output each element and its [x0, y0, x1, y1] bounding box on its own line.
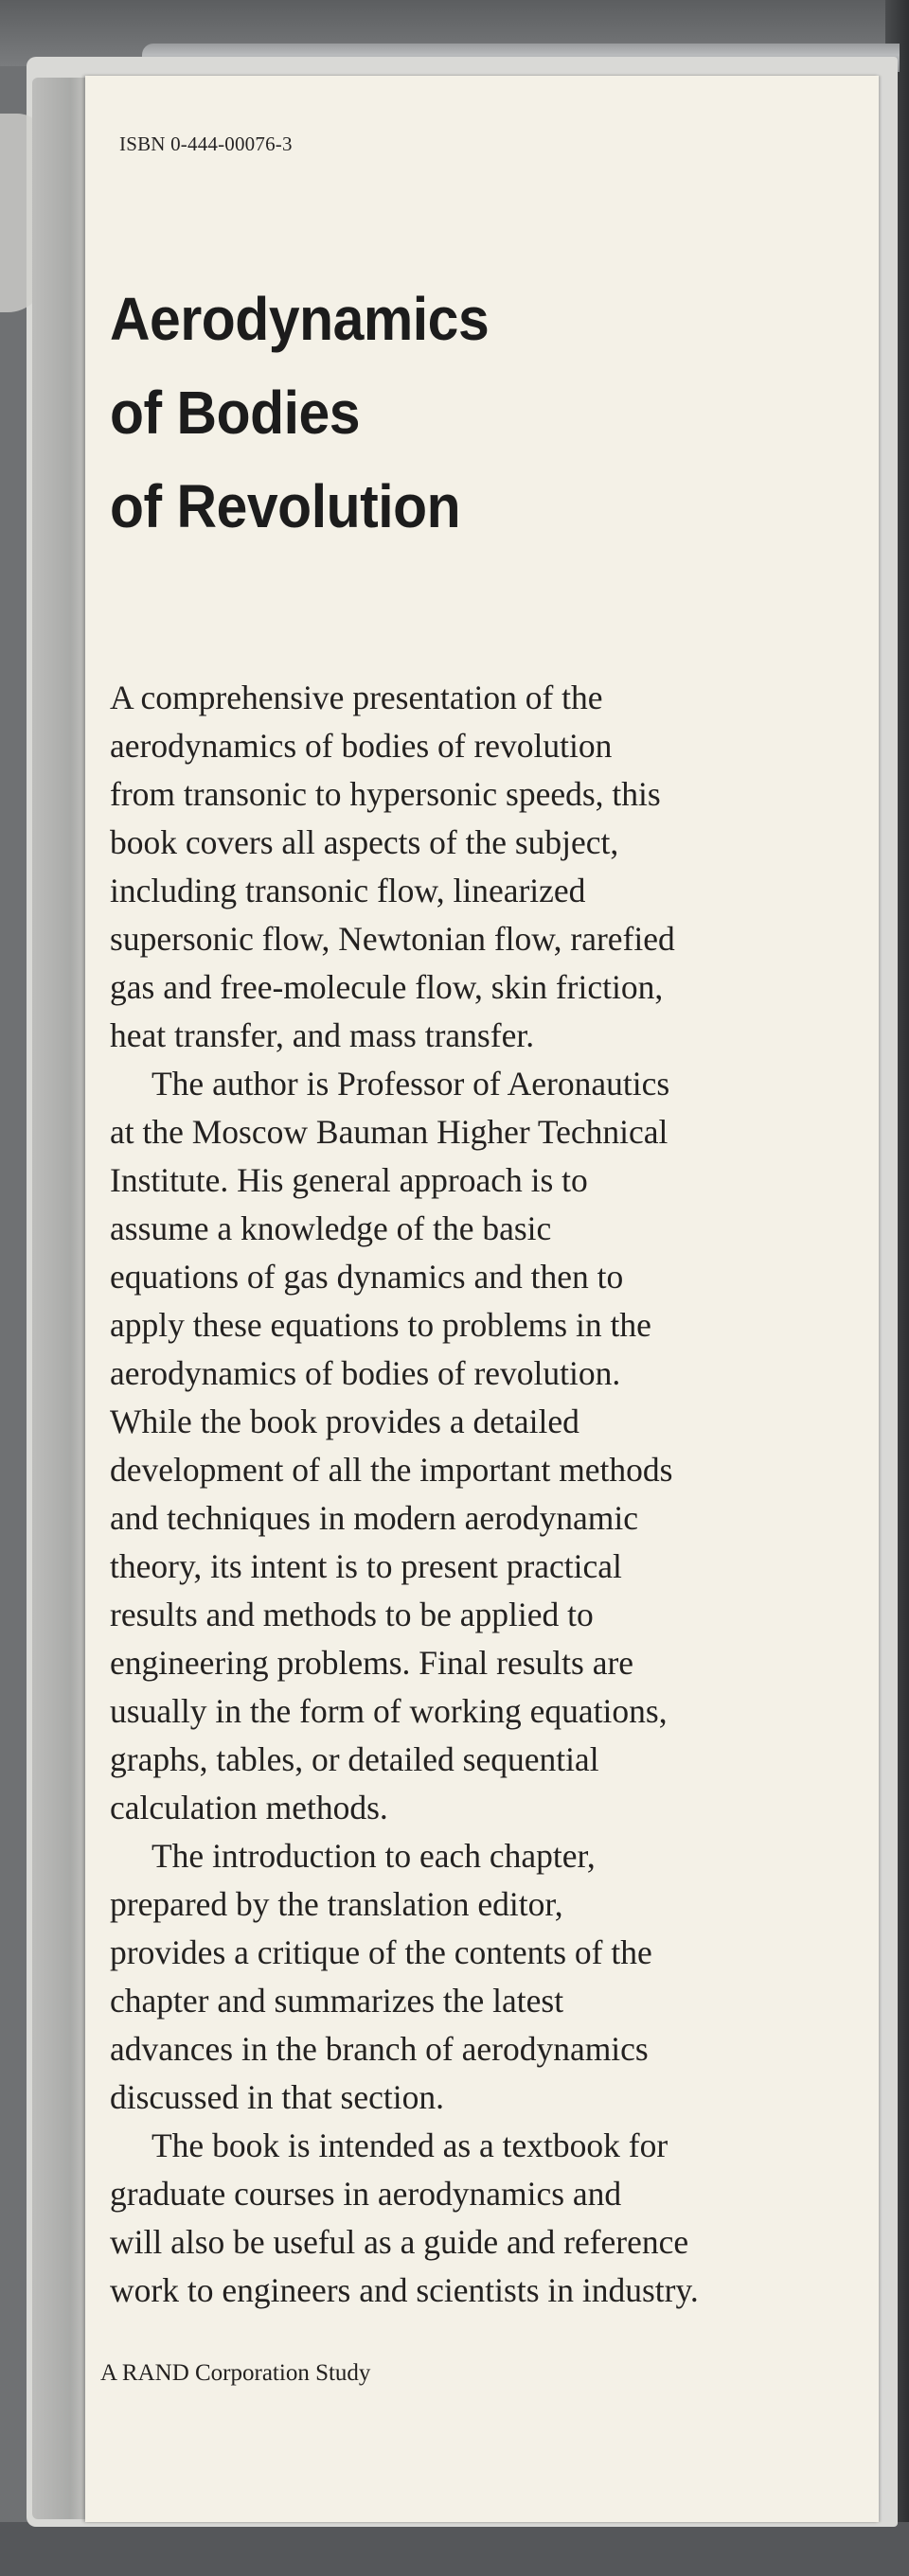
jacket-fold-strip: [32, 78, 87, 2519]
description-line: apply these equations to problems in the: [110, 1306, 651, 1344]
description-line: calculation methods.: [110, 1789, 388, 1826]
description-line: chapter and summarizes the latest: [110, 1982, 564, 2020]
description-line: equations of gas dynamics and then to: [110, 1258, 624, 1296]
description-line: and techniques in modern aerodynamic: [110, 1499, 638, 1537]
description-line: will also be useful as a guide and reference: [110, 2223, 689, 2261]
description-line: aerodynamics of bodies of revolution: [110, 727, 613, 765]
description-line: book covers all aspects of the subject,: [110, 823, 619, 861]
description-line: heat transfer, and mass transfer.: [110, 1016, 535, 1054]
description-line: development of all the important methods: [110, 1451, 673, 1489]
description-line: at the Moscow Bauman Higher Technical: [110, 1113, 668, 1151]
description-line: aerodynamics of bodies of revolution.: [110, 1354, 621, 1392]
book-title: [110, 273, 720, 554]
publisher-study-note: A RAND Corporation Study: [100, 2360, 371, 2386]
description-line: results and methods to be applied to: [110, 1596, 594, 1633]
title-line: of Bodies: [110, 379, 361, 447]
description-line: usually in the form of working equations,: [110, 1692, 668, 1730]
description-line: graduate courses in aerodynamics and: [110, 2175, 622, 2213]
description-line: provides a critique of the contents of the: [110, 1933, 652, 1971]
description-line: The book is intended as a textbook for: [152, 2126, 668, 2164]
description-line: A comprehensive presentation of the: [110, 679, 603, 716]
description-line: The author is Professor of Aeronautics: [152, 1065, 670, 1103]
description-line: The introduction to each chapter,: [152, 1837, 596, 1875]
description-line: Institute. His general approach is to: [110, 1161, 588, 1199]
description-line: advances in the branch of aerodynamics: [110, 2030, 649, 2068]
scanner-background-bottom: [0, 2522, 909, 2576]
description-line: from transonic to hypersonic speeds, this: [110, 775, 661, 813]
description-line: assume a knowledge of the basic: [110, 1209, 552, 1247]
description-line: graphs, tables, or detailed sequential: [110, 1740, 599, 1778]
description-line: gas and free-molecule flow, skin friction,: [110, 968, 664, 1006]
description-line: engineering problems. Final results are: [110, 1644, 634, 1682]
title-line: of Revolution: [110, 472, 461, 540]
description-line: prepared by the translation editor,: [110, 1885, 563, 1923]
description-line: discussed in that section.: [110, 2078, 444, 2116]
isbn-label: ISBN 0-444-00076-3: [119, 132, 293, 155]
book-description: [110, 674, 858, 2315]
title-line: Aerodynamics: [110, 285, 490, 353]
description-line: theory, its intent is to present practical: [110, 1547, 622, 1585]
description-line: supersonic flow, Newtonian flow, rarefied: [110, 920, 675, 958]
description-line: work to engineers and scientists in industry.: [110, 2271, 699, 2309]
description-line: including transonic flow, linearized: [110, 872, 586, 909]
description-line: While the book provides a detailed: [110, 1403, 579, 1440]
